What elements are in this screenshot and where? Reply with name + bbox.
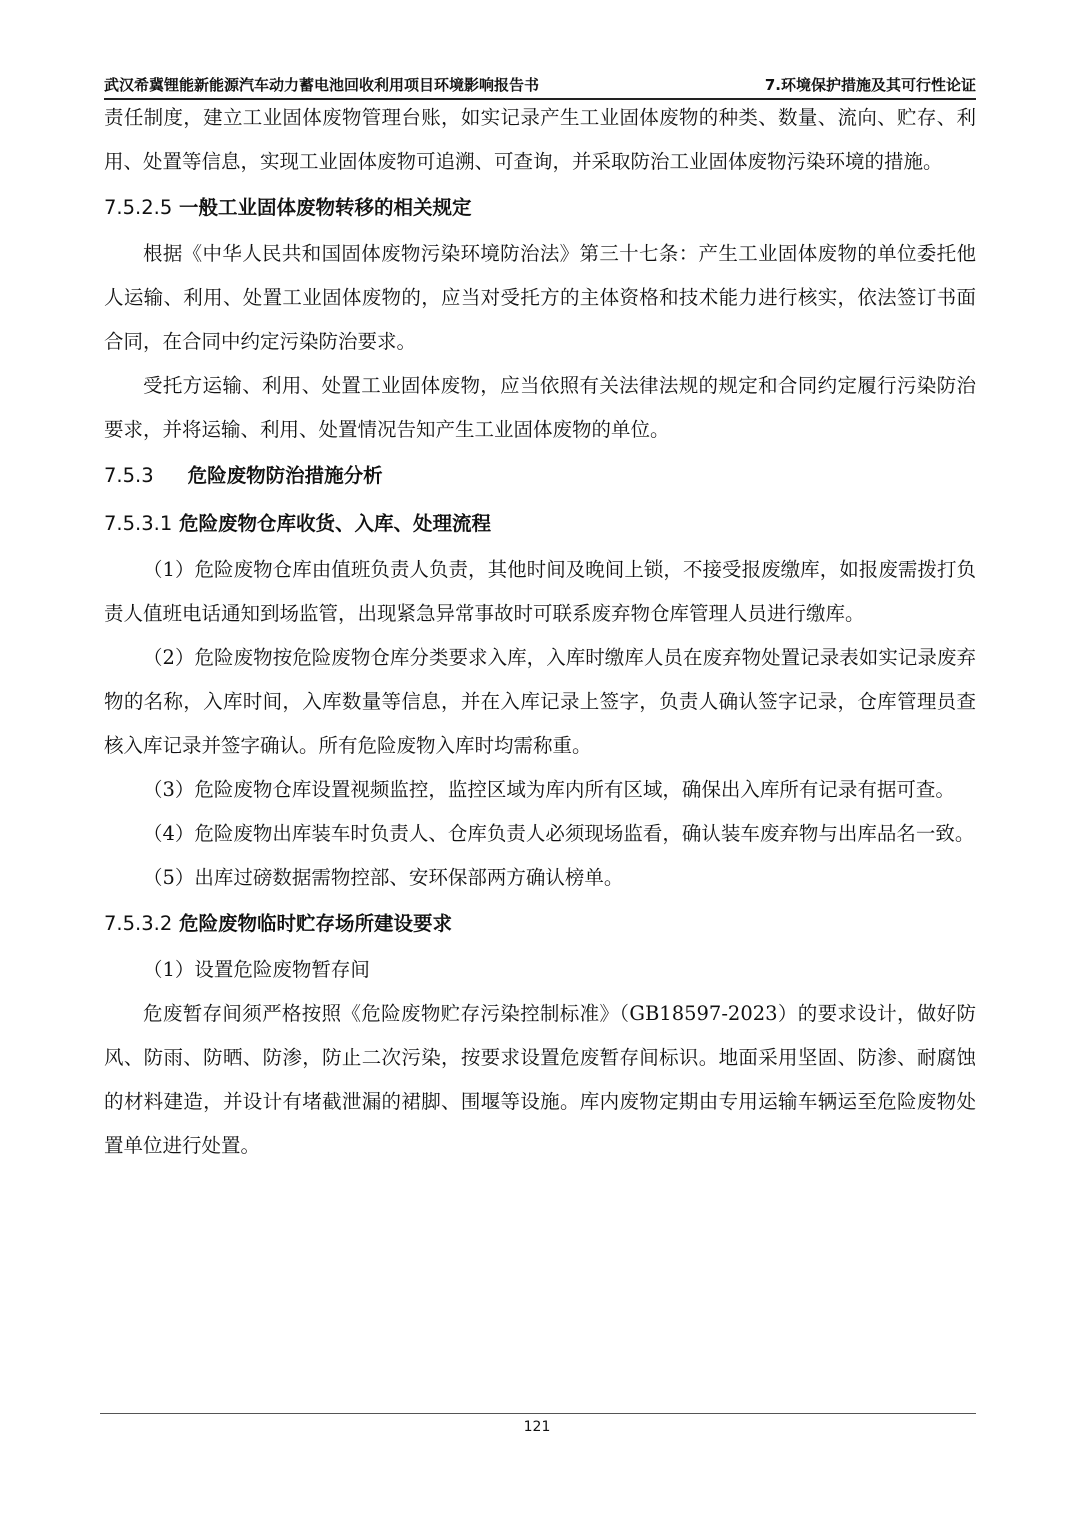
page-body	[104, 96, 976, 1168]
section-heading-7-5-3-2	[104, 900, 976, 948]
section-heading-7-5-2-5	[104, 184, 976, 232]
section-title: 危险废物临时贮存场所建设要求	[179, 912, 453, 935]
paragraph: 根据《中华人民共和国固体废物污染环境防治法》第三十七条：产生工业固体废物的单位委托他人运输、利用、处置工业固体废物的，应当对受托方的主体资格和技术能力进行核实，依法签订书面合同，在合同中约定污染防治要求。	[104, 242, 976, 353]
list-paragraph-4: （4）危险废物出库装车时负责人、仓库负责人必须现场监看，确认装车废弃物与出库品名一致。	[143, 822, 975, 845]
header-chapter-title: 7.环境保护措施及其可行性论证	[764, 76, 976, 94]
section-heading-7-5-3-1	[104, 500, 976, 548]
section-heading-7-5-3	[104, 452, 976, 500]
list-paragraph-1: （1）设置危险废物暂存间	[143, 958, 370, 981]
list-paragraph-5: （5）出库过磅数据需物控部、安环保部两方确认榜单。	[143, 866, 624, 889]
list-paragraph-3: （3）危险废物仓库设置视频监控，监控区域为库内所有区域，确保出入库所有记录有据可查。	[143, 778, 955, 801]
section-number: 7.5.3.2	[104, 912, 173, 935]
list-paragraph-2: （2）危险废物按危险废物仓库分类要求入库，入库时缴库人员在废弃物处置记录表如实记录废弃物的名称，入库时间，入库数量等信息，并在入库记录上签字，负责人确认签字记录，仓库管理员查核入库记录并签字确认。所有危险废物入库时均需称重。	[104, 646, 976, 757]
header-document-title: 武汉希冀锂能新能源汽车动力蓄电池回收利用项目环境影响报告书	[104, 76, 540, 94]
section-number: 7.5.3.1	[104, 512, 173, 535]
footer-divider	[100, 1413, 976, 1414]
section-title: 一般工业固体废物转移的相关规定	[179, 196, 472, 219]
list-paragraph-1: （1）危险废物仓库由值班负责人负责，其他时间及晚间上锁，不接受报废缴库，如报废需拨打负责人值班电话通知到场监管，出现紧急异常事故时可联系废弃物仓库管理人员进行缴库。	[104, 558, 976, 625]
section-number: 7.5.2.5	[104, 196, 173, 219]
section-number: 7.5.3	[104, 464, 154, 487]
paragraph-continued: 责任制度，建立工业固体废物管理台账，如实记录产生工业固体废物的种类、数量、流向、贮存、利用、处置等信息，实现工业固体废物可追溯、可查询，并采取防治工业固体废物污染环境的措施。	[104, 106, 976, 173]
section-title: 危险废物防治措施分析	[187, 464, 383, 487]
page-number: 121	[523, 1419, 551, 1435]
section-title: 危险废物仓库收货、入库、处理流程	[179, 512, 492, 535]
paragraph: 受托方运输、利用、处置工业固体废物，应当依照有关法律法规的规定和合同约定履行污染防治要求，并将运输、利用、处置情况告知产生工业固体废物的单位。	[104, 374, 976, 441]
paragraph: 危废暂存间须严格按照《危险废物贮存污染控制标准》（GB18597-2023）的要求设计，做好防风、防雨、防晒、防渗，防止二次污染，按要求设置危废暂存间标识。地面采用坚固、防渗、耐腐蚀的材料建造，并设计有堵截泄漏的裙脚、围堰等设施。库内废物定期由专用运输车辆运至危险废物处置单位进行处置。	[104, 1002, 976, 1157]
